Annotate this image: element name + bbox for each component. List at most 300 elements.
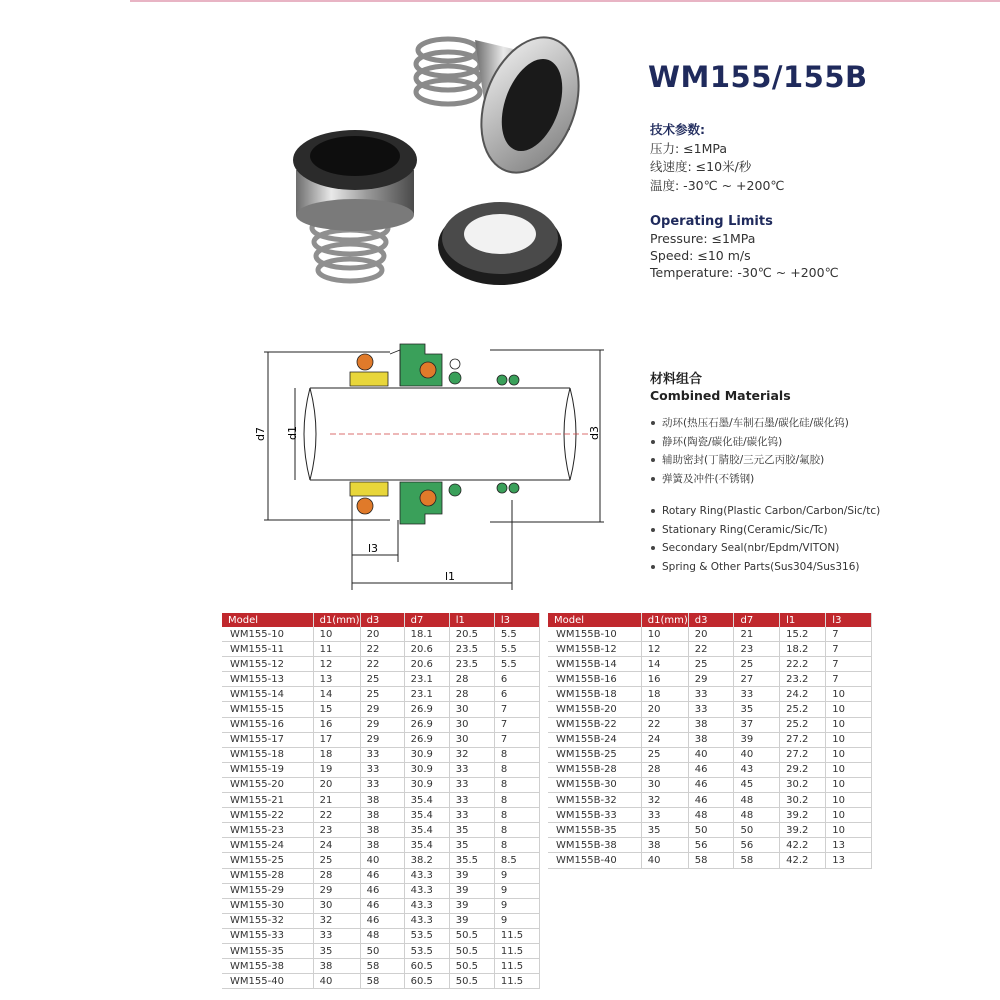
table-cell: 39.2 — [780, 808, 826, 823]
table-cell: WM155B-10 — [548, 627, 641, 642]
table-cell: 46 — [688, 777, 734, 792]
table-cell: WM155-17 — [222, 732, 313, 747]
table-cell: 10 — [826, 687, 872, 702]
table-cell: 18.1 — [404, 627, 449, 642]
column-header: d3 — [688, 613, 734, 627]
table-cell: 10 — [641, 627, 688, 642]
table-cell: WM155-13 — [222, 672, 313, 687]
table-row — [548, 672, 872, 687]
table-cell: 29.2 — [780, 762, 826, 777]
table-cell: 10 — [826, 702, 872, 717]
table-cell: 48 — [734, 793, 780, 808]
table-cell: 48 — [688, 808, 734, 823]
table-cell: 9 — [494, 868, 539, 883]
table-cell: WM155B-12 — [548, 642, 641, 657]
table-row — [548, 627, 872, 642]
table-cell: 28 — [449, 687, 494, 702]
table-row — [222, 717, 540, 732]
table-cell: 5.5 — [494, 627, 539, 642]
table-cell: 60.5 — [404, 974, 449, 989]
table-cell: 58 — [734, 853, 780, 868]
table-cell: 43.3 — [404, 913, 449, 928]
table-cell: 46 — [360, 913, 404, 928]
table-cell: 8.5 — [494, 853, 539, 868]
table-cell: 38 — [641, 838, 688, 853]
table-cell: 38 — [360, 793, 404, 808]
table-cell: 40 — [734, 747, 780, 762]
table-cell: 10 — [826, 777, 872, 792]
table-cell: 13 — [313, 672, 360, 687]
table-cell: 33 — [688, 687, 734, 702]
table-cell: 30.9 — [404, 762, 449, 777]
table-cell: 26.9 — [404, 717, 449, 732]
table-cell: WM155B-18 — [548, 687, 641, 702]
table-cell: 23.1 — [404, 687, 449, 702]
table-cell: 38 — [360, 838, 404, 853]
operating-line: Pressure: ≤1MPa — [650, 231, 756, 246]
table-cell: 22 — [641, 717, 688, 732]
table-cell: 33 — [449, 793, 494, 808]
label-d7: d7 — [254, 427, 267, 441]
table-cell: WM155-23 — [222, 823, 313, 838]
table-cell: 45 — [734, 777, 780, 792]
table-cell: 15.2 — [780, 627, 826, 642]
spec-line: 温度: -30℃ ~ +200℃ — [650, 177, 785, 193]
table-cell: 7 — [826, 672, 872, 687]
table-row — [548, 642, 872, 657]
material-item-cn: 动环(热压石墨/车制石墨/碳化硅/碳化钨) — [650, 414, 990, 433]
table-cell: WM155-35 — [222, 943, 313, 958]
table-cell: 40 — [313, 974, 360, 989]
table-cell: 39 — [449, 898, 494, 913]
column-header: d1(mm) — [641, 613, 688, 627]
table-cell: 38 — [360, 823, 404, 838]
table-cell: WM155B-28 — [548, 762, 641, 777]
table-row — [548, 687, 872, 702]
table-cell: WM155-21 — [222, 793, 313, 808]
table-row — [222, 777, 540, 792]
table-cell: 42.2 — [780, 838, 826, 853]
wm155-dimension-table — [222, 613, 540, 989]
table-cell: 35.4 — [404, 838, 449, 853]
table-header-row — [548, 613, 872, 627]
table-cell: 60.5 — [404, 959, 449, 974]
table-cell: 13 — [826, 853, 872, 868]
table-cell: 29 — [360, 702, 404, 717]
table-row — [222, 687, 540, 702]
table-cell: 20 — [688, 627, 734, 642]
table-cell: 53.5 — [404, 928, 449, 943]
table-cell: 28 — [313, 868, 360, 883]
table-cell: 46 — [360, 898, 404, 913]
label-d3: d3 — [588, 426, 601, 440]
table-cell: 20 — [641, 702, 688, 717]
table-cell: 38 — [360, 808, 404, 823]
table-cell: 56 — [688, 838, 734, 853]
table-cell: WM155B-16 — [548, 672, 641, 687]
table-cell: 48 — [360, 928, 404, 943]
table-cell: 35 — [734, 702, 780, 717]
table-cell: 35 — [313, 943, 360, 958]
seal-assembly-left — [293, 130, 417, 281]
table-cell: 17 — [313, 732, 360, 747]
table-cell: 23.1 — [404, 672, 449, 687]
table-row — [222, 657, 540, 672]
table-cell: WM155B-35 — [548, 823, 641, 838]
table-row — [222, 762, 540, 777]
stationary-seat — [438, 202, 562, 285]
table-cell: 23 — [313, 823, 360, 838]
table-cell: 12 — [313, 657, 360, 672]
table-cell: 35.4 — [404, 808, 449, 823]
table-cell: 11.5 — [494, 959, 539, 974]
table-cell: 23.2 — [780, 672, 826, 687]
table-cell: 33 — [360, 777, 404, 792]
table-cell: WM155-38 — [222, 959, 313, 974]
table-cell: 7 — [826, 657, 872, 672]
table-cell: 35.4 — [404, 793, 449, 808]
table-cell: 33 — [449, 762, 494, 777]
table-cell: 8 — [494, 793, 539, 808]
product-title: WM155/155B — [648, 60, 868, 94]
table-row — [548, 702, 872, 717]
column-header: l3 — [826, 613, 872, 627]
table-cell: 11.5 — [494, 943, 539, 958]
table-cell: 46 — [688, 762, 734, 777]
table-cell: WM155-33 — [222, 928, 313, 943]
table-cell: 23.5 — [449, 642, 494, 657]
table-cell: 39 — [734, 732, 780, 747]
table-cell: 35.4 — [404, 823, 449, 838]
table-cell: 43.3 — [404, 868, 449, 883]
table-cell: 33 — [449, 777, 494, 792]
table-cell: 8 — [494, 777, 539, 792]
table-header-row — [222, 613, 540, 627]
table-cell: WM155B-32 — [548, 793, 641, 808]
table-cell: 24 — [313, 838, 360, 853]
table-cell: 25 — [360, 687, 404, 702]
table-cell: WM155-15 — [222, 702, 313, 717]
table-cell: 50.5 — [449, 974, 494, 989]
table-cell: 35 — [641, 823, 688, 838]
table-row — [222, 808, 540, 823]
table-cell: 30.9 — [404, 777, 449, 792]
table-cell: 16 — [313, 717, 360, 732]
table-cell: 25.2 — [780, 702, 826, 717]
label-l3: l3 — [368, 542, 379, 555]
column-header: l3 — [494, 613, 539, 627]
table-cell: 24 — [641, 732, 688, 747]
table-cell: 14 — [641, 657, 688, 672]
table-row — [222, 943, 540, 958]
table-cell: 25.2 — [780, 717, 826, 732]
table-cell: WM155-18 — [222, 747, 313, 762]
table-cell: 32 — [641, 793, 688, 808]
table-cell: 30 — [449, 717, 494, 732]
table-cell: WM155-30 — [222, 898, 313, 913]
table-cell: 43.3 — [404, 898, 449, 913]
table-cell: 40 — [641, 853, 688, 868]
table-cell: 43 — [734, 762, 780, 777]
table-cell: 30 — [641, 777, 688, 792]
table-cell: 25 — [313, 853, 360, 868]
table-cell: 33 — [313, 928, 360, 943]
table-cell: 42.2 — [780, 853, 826, 868]
operating-limits — [650, 213, 839, 281]
table-cell: 7 — [826, 627, 872, 642]
operating-line: Speed: ≤10 m/s — [650, 248, 751, 263]
material-item-en: Secondary Seal(nbr/Epdm/VITON) — [650, 539, 990, 558]
table-cell: WM155B-25 — [548, 747, 641, 762]
table-cell: 16 — [641, 672, 688, 687]
table-cell: 18 — [313, 747, 360, 762]
table-cell: 30 — [313, 898, 360, 913]
table-cell: 39 — [449, 868, 494, 883]
cross-section-drawing — [250, 340, 620, 595]
column-header: Model — [548, 613, 641, 627]
table-row — [222, 959, 540, 974]
table-row — [548, 762, 872, 777]
table-cell: 20.5 — [449, 627, 494, 642]
table-cell: WM155B-40 — [548, 853, 641, 868]
seal-assembly-top — [416, 24, 596, 186]
table-cell: 40 — [688, 747, 734, 762]
table-row — [548, 838, 872, 853]
table-row — [222, 823, 540, 838]
table-cell: WM155B-22 — [548, 717, 641, 732]
table-cell: 30 — [449, 702, 494, 717]
table-cell: 12 — [641, 642, 688, 657]
table-cell: 10 — [826, 793, 872, 808]
table-cell: 11.5 — [494, 928, 539, 943]
table-cell: 7 — [494, 732, 539, 747]
table-cell: 32 — [449, 747, 494, 762]
table-cell: WM155-29 — [222, 883, 313, 898]
table-cell: 20 — [360, 627, 404, 642]
table-cell: 24.2 — [780, 687, 826, 702]
table-cell: 38 — [688, 717, 734, 732]
table-row — [222, 913, 540, 928]
table-cell: 25 — [360, 672, 404, 687]
table-cell: WM155B-24 — [548, 732, 641, 747]
table-cell: 50 — [688, 823, 734, 838]
product-photo — [270, 20, 600, 320]
table-cell: 35.5 — [449, 853, 494, 868]
table-cell: 33 — [360, 747, 404, 762]
table-cell: 9 — [494, 898, 539, 913]
table-cell: WM155B-20 — [548, 702, 641, 717]
table-row — [222, 793, 540, 808]
materials-heading-cn: 材料组合 — [650, 372, 703, 387]
table-row — [222, 642, 540, 657]
table-cell: 33 — [734, 687, 780, 702]
table-cell: 22 — [313, 808, 360, 823]
table-cell: 33 — [688, 702, 734, 717]
table-row — [222, 928, 540, 943]
table-row — [222, 974, 540, 989]
table-cell: 13 — [826, 838, 872, 853]
table-cell: 30 — [449, 732, 494, 747]
table-cell: 10 — [826, 732, 872, 747]
table-cell: 9 — [494, 883, 539, 898]
column-header: d1(mm) — [313, 613, 360, 627]
table-cell: 20.6 — [404, 642, 449, 657]
table-cell: 28 — [641, 762, 688, 777]
materials-heading-en: Combined Materials — [650, 388, 791, 403]
table-cell: 29 — [360, 732, 404, 747]
table-cell: 25 — [734, 657, 780, 672]
table-row — [548, 777, 872, 792]
material-item-cn: 弹簧及冲件(不锈钢) — [650, 470, 990, 489]
table-row — [222, 868, 540, 883]
table-row — [222, 732, 540, 747]
table-cell: 10 — [313, 627, 360, 642]
table-cell: 8 — [494, 747, 539, 762]
material-item-cn: 静环(陶瓷/碳化硅/碳化钨) — [650, 433, 990, 452]
table-cell: 38 — [688, 732, 734, 747]
table-cell: WM155-22 — [222, 808, 313, 823]
table-cell: 28 — [449, 672, 494, 687]
table-cell: 20 — [313, 777, 360, 792]
table-cell: 38.2 — [404, 853, 449, 868]
operating-heading: Operating Limits — [650, 214, 773, 229]
table-cell: 11.5 — [494, 974, 539, 989]
table-cell: 37 — [734, 717, 780, 732]
table-row — [222, 672, 540, 687]
table-cell: 30.2 — [780, 793, 826, 808]
table-cell: 15 — [313, 702, 360, 717]
table-row — [548, 853, 872, 868]
table-cell: 35 — [449, 838, 494, 853]
table-cell: WM155-20 — [222, 777, 313, 792]
table-cell: WM155-25 — [222, 853, 313, 868]
table-row — [548, 823, 872, 838]
table-cell: 29 — [313, 883, 360, 898]
table-cell: 48 — [734, 808, 780, 823]
table-cell: WM155B-30 — [548, 777, 641, 792]
table-cell: WM155-12 — [222, 657, 313, 672]
column-header: Model — [222, 613, 313, 627]
top-rule — [130, 0, 1000, 2]
table-row — [548, 808, 872, 823]
table-cell: 27.2 — [780, 732, 826, 747]
table-cell: 30.2 — [780, 777, 826, 792]
table-cell: 50 — [734, 823, 780, 838]
table-cell: WM155-28 — [222, 868, 313, 883]
table-cell: 10 — [826, 717, 872, 732]
table-row — [222, 702, 540, 717]
table-cell: WM155-24 — [222, 838, 313, 853]
table-cell: 8 — [494, 808, 539, 823]
column-header: l1 — [780, 613, 826, 627]
table-cell: 33 — [641, 808, 688, 823]
table-row — [222, 853, 540, 868]
table-cell: 6 — [494, 672, 539, 687]
table-cell: 10 — [826, 747, 872, 762]
table-cell: 23 — [734, 642, 780, 657]
table-cell: 21 — [313, 793, 360, 808]
table-cell: 6 — [494, 687, 539, 702]
table-cell: 23.5 — [449, 657, 494, 672]
table-cell: 22 — [360, 657, 404, 672]
table-cell: WM155B-14 — [548, 657, 641, 672]
table-cell: WM155-19 — [222, 762, 313, 777]
table-cell: 26.9 — [404, 702, 449, 717]
table-cell: 46 — [360, 868, 404, 883]
table-row — [222, 747, 540, 762]
table-cell: 8 — [494, 823, 539, 838]
table-cell: 18 — [641, 687, 688, 702]
material-item-en: Rotary Ring(Plastic Carbon/Carbon/Sic/tc) — [650, 502, 990, 521]
table-cell: 39.2 — [780, 823, 826, 838]
table-row — [548, 793, 872, 808]
table-cell: 43.3 — [404, 883, 449, 898]
combined-materials — [650, 372, 990, 576]
table-cell: 22 — [360, 642, 404, 657]
table-row — [548, 657, 872, 672]
table-row — [222, 838, 540, 853]
table-cell: 14 — [313, 687, 360, 702]
table-cell: 5.5 — [494, 657, 539, 672]
table-row — [548, 747, 872, 762]
table-cell: 50.5 — [449, 928, 494, 943]
column-header: d7 — [404, 613, 449, 627]
column-header: d7 — [734, 613, 780, 627]
table-cell: 7 — [494, 717, 539, 732]
label-d1: d1 — [286, 426, 299, 440]
table-row — [222, 898, 540, 913]
table-cell: 30.9 — [404, 747, 449, 762]
table-cell: 58 — [360, 959, 404, 974]
table-cell: 39 — [449, 883, 494, 898]
table-cell: 11 — [313, 642, 360, 657]
table-row — [222, 627, 540, 642]
material-item-en: Spring & Other Parts(Sus304/Sus316) — [650, 558, 990, 577]
table-cell: 25 — [641, 747, 688, 762]
table-cell: 25 — [688, 657, 734, 672]
material-item-cn: 辅助密封(丁腈胶/三元乙丙胶/氟胶) — [650, 451, 990, 470]
table-cell: 33 — [360, 762, 404, 777]
table-cell: WM155-40 — [222, 974, 313, 989]
column-header: d3 — [360, 613, 404, 627]
table-cell: 10 — [826, 762, 872, 777]
column-header: l1 — [449, 613, 494, 627]
spec-heading: 技术参数: — [650, 122, 705, 137]
table-cell: 29 — [360, 717, 404, 732]
spec-line: 压力: ≤1MPa — [650, 140, 728, 156]
table-cell: 58 — [688, 853, 734, 868]
material-item-en: Stationary Ring(Ceramic/Sic/Tc) — [650, 521, 990, 540]
table-cell: WM155B-33 — [548, 808, 641, 823]
table-cell: WM155-16 — [222, 717, 313, 732]
table-cell: 33 — [449, 808, 494, 823]
table-cell: 27.2 — [780, 747, 826, 762]
label-l1: l1 — [445, 570, 456, 583]
table-cell: 50.5 — [449, 959, 494, 974]
table-cell: 40 — [360, 853, 404, 868]
table-cell: 38 — [313, 959, 360, 974]
table-cell: 58 — [360, 974, 404, 989]
table-cell: 5.5 — [494, 642, 539, 657]
table-cell: 8 — [494, 838, 539, 853]
table-cell: 53.5 — [404, 943, 449, 958]
table-row — [548, 732, 872, 747]
table-cell: 22 — [688, 642, 734, 657]
table-cell: 8 — [494, 762, 539, 777]
table-cell: 9 — [494, 913, 539, 928]
table-cell: 7 — [494, 702, 539, 717]
table-cell: 39 — [449, 913, 494, 928]
